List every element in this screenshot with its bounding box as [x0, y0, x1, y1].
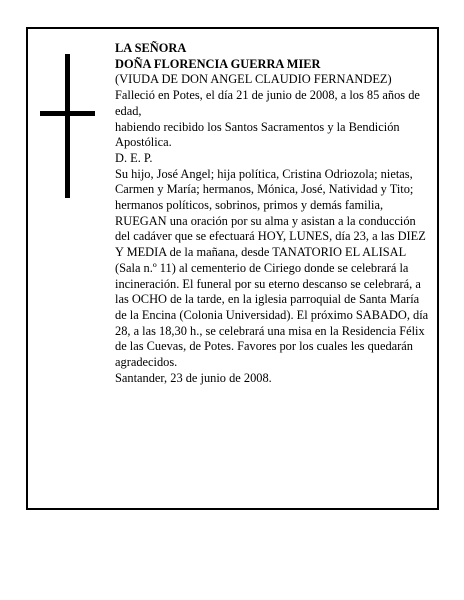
deceased-subtitle: (VIUDA DE DON ANGEL CLAUDIO FERNANDEZ)	[115, 72, 392, 87]
request-paragraph: RUEGAN una oración por su alma y asistan a la conducción del cadáver que se efectuará HOY, LUNES, día 23, a las DIEZ Y MEDIA de la mañana, desde TANATORIO EL ALISAL (Sala n.º 11) al cementerio de Ciriego donde se celebrará la incineración. El funeral por su eterno descanso se celebrará, a las OCHO de la tarde, en la iglesia parroquial de Santa María de la Encina (Colonia Universidad). El próximo SABADO, día 28, a las 18,30 h., se celebrará una misa en la Residencia Félix de las Cuevas, de Potes. Favores por los cuales les quedarán agradecidos.	[115, 213, 429, 370]
sacraments-line: habiendo recibido los Santos Sacramentos y la Bendición Apostólica.	[115, 119, 400, 150]
death-line: Falleció en Potes, el día 21 de junio de 2008, a los 85 años de edad,	[115, 88, 420, 118]
rip-line: D. E. P.	[115, 150, 153, 165]
deceased-name: DOÑA FLORENCIA GUERRA MIER	[115, 56, 321, 71]
notice-text	[115, 41, 433, 386]
place-date-line: Santander, 23 de junio de 2008.	[115, 370, 272, 385]
family-paragraph: Su hijo, José Angel; hija política, Cristina Odriozola; nietas, Carmen y María; hermanos, Mónica, José, Natividad y Tito; hermanos políticos, sobrinos, primos y demás familia,	[115, 166, 414, 213]
notice-heading: LA SEÑORA	[115, 41, 187, 55]
cross-icon	[40, 54, 95, 198]
cross-vertical-bar	[65, 54, 70, 198]
cross-horizontal-bar	[40, 111, 95, 116]
obituary-notice	[26, 27, 439, 510]
